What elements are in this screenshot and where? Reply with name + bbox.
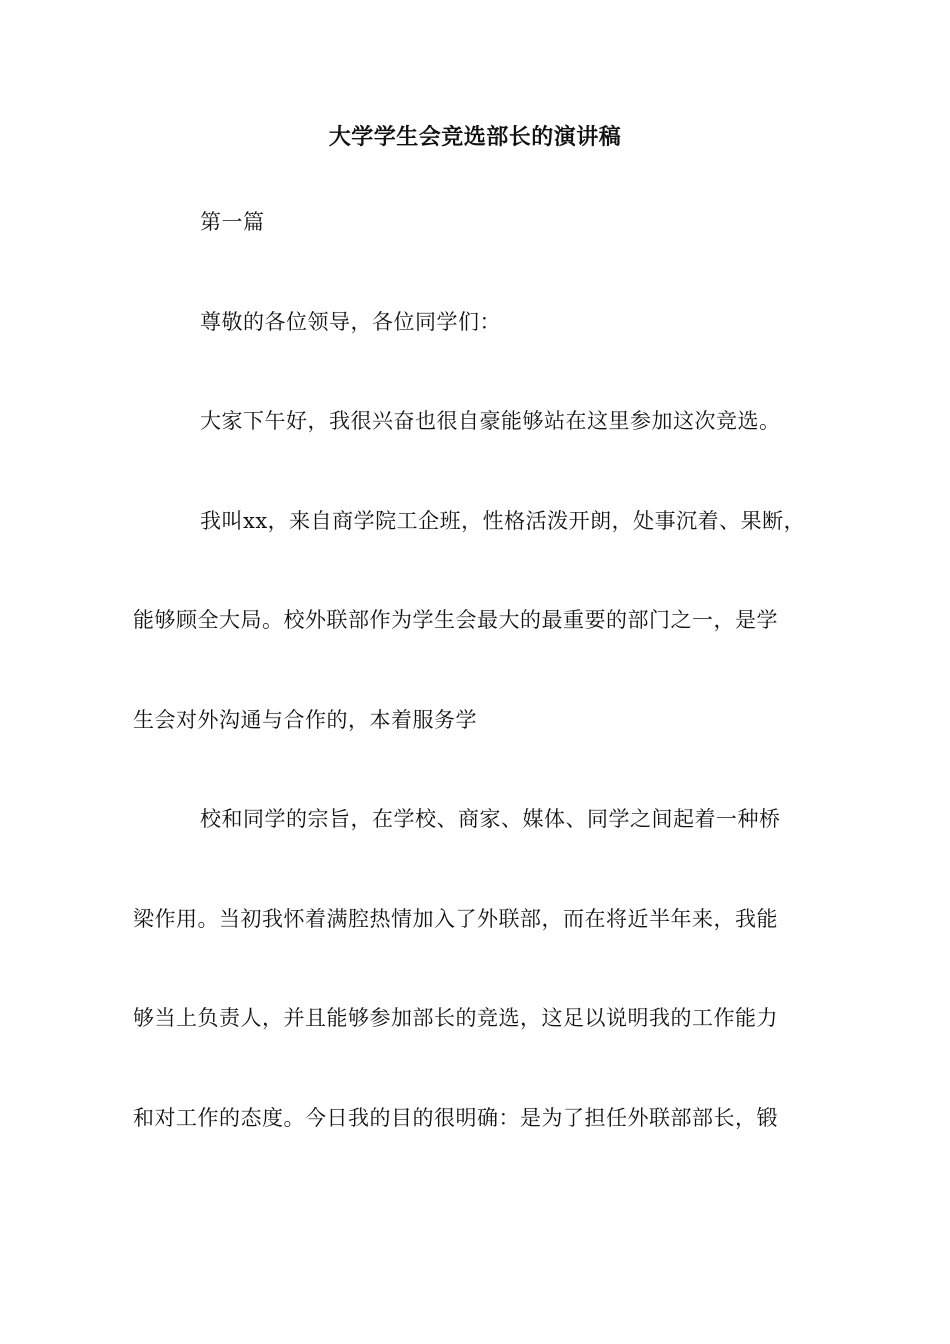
paragraph-line: 够当上负责人，并且能够参加部长的竞选，这足以说明我的工作能力 — [133, 1006, 778, 1030]
paragraph-line: 校和同学的宗旨，在学校、商家、媒体、同学之间起着一种桥 — [200, 807, 781, 831]
paragraph-line: 和对工作的态度。今日我的目的很明确：是为了担任外联部部长，锻 — [133, 1106, 778, 1130]
section-heading: 第一篇 — [200, 210, 265, 234]
paragraph-line: 大家下午好，我很兴奋也很自豪能够站在这里参加这次竞选。 — [200, 409, 781, 433]
salutation-line: 尊敬的各位领导，各位同学们： — [200, 310, 501, 334]
paragraph-line: 我叫xx，来自商学院工企班，性格活泼开朗，处事沉着、果断， — [200, 509, 806, 533]
paragraph-line: 生会对外沟通与合作的，本着服务学 — [133, 708, 477, 732]
document-title: 大学学生会竞选部长的演讲稿 — [328, 125, 622, 150]
paragraph-line: 能够顾全大局。校外联部作为学生会最大的最重要的部门之一，是学 — [133, 608, 778, 632]
paragraph-line: 梁作用。当初我怀着满腔热情加入了外联部，而在将近半年来，我能 — [133, 907, 778, 931]
